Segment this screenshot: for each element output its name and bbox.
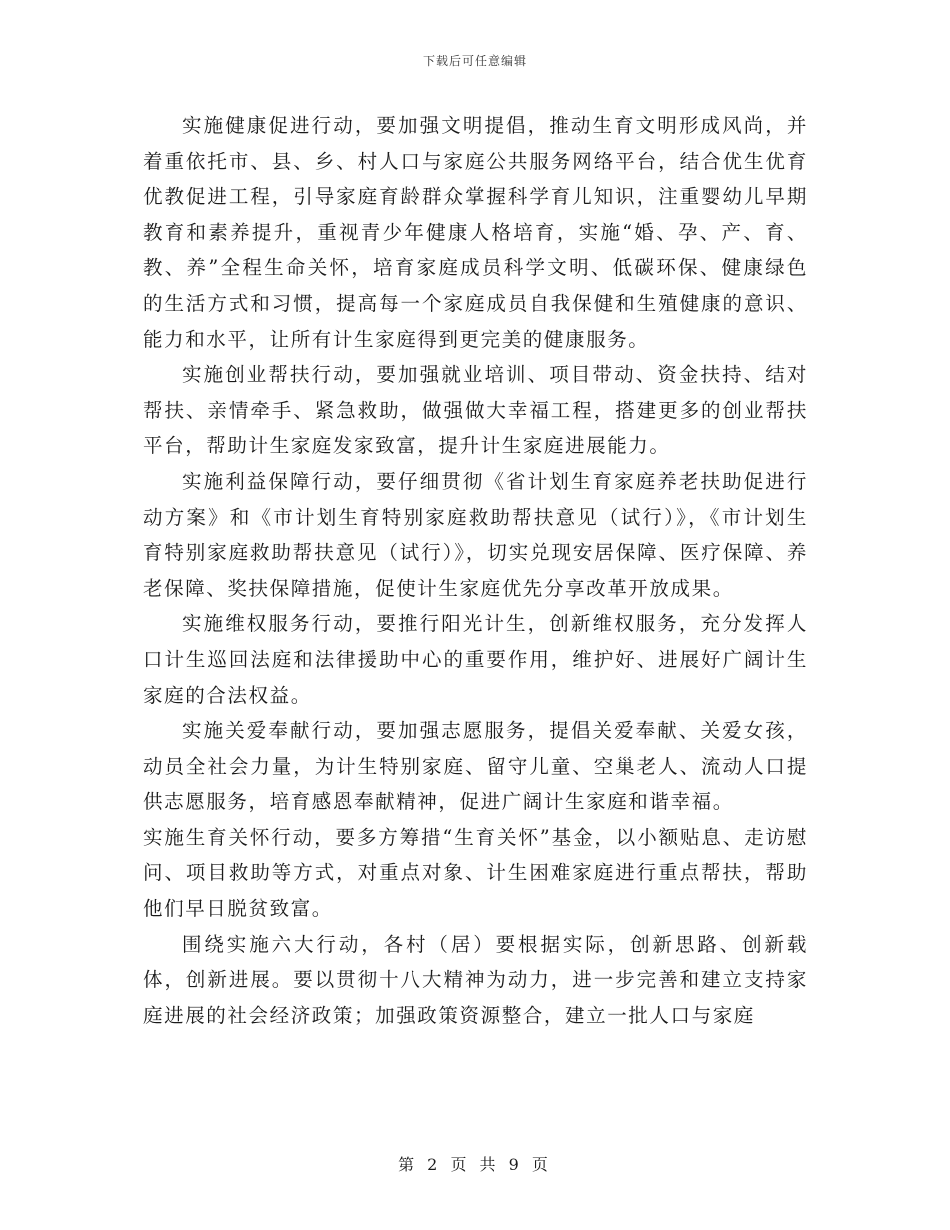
paragraph-benefit-protection: 实施利益保障行动，要仔细贯彻《省计划生育家庭养老扶助促进行动方案》和《市计划生育特别家庭救助帮扶意见（试行）》，《市计划生育特别家庭救助帮扶意见（试行）》，切实兑现安居保障、医疗保障、养老保障、奖扶保障措施，促使计生家庭优先分享改革开放成果。: [143, 469, 808, 600]
paragraph-care-dedication: 实施关爱奉献行动，要加强志愿服务，提倡关爱奉献、关爱女孩，动员全社会力量，为计生特别家庭、留守儿童、空巢老人、流动人口提供志愿服务，培育感恩奉献精神，促进广阔计生家庭和谐幸福。: [143, 719, 808, 814]
paragraph-entrepreneurship-support: 实施创业帮扶行动，要加强就业培训、项目带动、资金扶持、结对帮扶、亲情牵手、紧急救助，做强做大幸福工程，搭建更多的创业帮扶平台，帮助计生家庭发家致富，提升计生家庭进展能力。: [143, 363, 808, 458]
page-header: 下载后可任意编辑: [422, 54, 527, 68]
paragraph-health-promotion: 实施健康促进行动，要加强文明提倡，推动生育文明形成风尚，并着重依托市、县、乡、村人口与家庭公共服务网络平台，结合优生优育优教促进工程，引导家庭育龄群众掌握科学育儿知识，注重婴幼儿早期教育和素养提升，重视青少年健康人格培育，实施“婚、孕、产、育、教、养”全程生命关怀，培育家庭成员科学文明、低碳环保、健康绿色的生活方式和习惯，提高每一个家庭成员自我保健和生殖健康的意识、能力和水平，让所有计生家庭得到更完美的健康服务。: [143, 114, 808, 351]
document-body: [143, 108, 808, 1033]
page-number: 第 2 页 共 9 页: [398, 1155, 552, 1174]
paragraph-rights-service: 实施维权服务行动，要推行阳光计生，创新维权服务，充分发挥人口计生巡回法庭和法律援助中心的重要作用，维护好、进展好广阔计生家庭的合法权益。: [143, 612, 808, 707]
paragraph-birth-care: 实施生育关怀行动，要多方筹措“生育关怀”基金，以小额贴息、走访慰问、项目救助等方式，对重点对象、计生困难家庭进行重点帮扶，帮助他们早日脱贫致富。: [143, 825, 808, 921]
paragraph-six-actions: 围绕实施六大行动，各村（居）要根据实际，创新思路、创新载体，创新进展。要以贯彻十八大精神为动力，进一步完善和建立支持家庭进展的社会经济政策；加强政策资源整合，建立一批人口与家庭: [143, 932, 808, 1027]
